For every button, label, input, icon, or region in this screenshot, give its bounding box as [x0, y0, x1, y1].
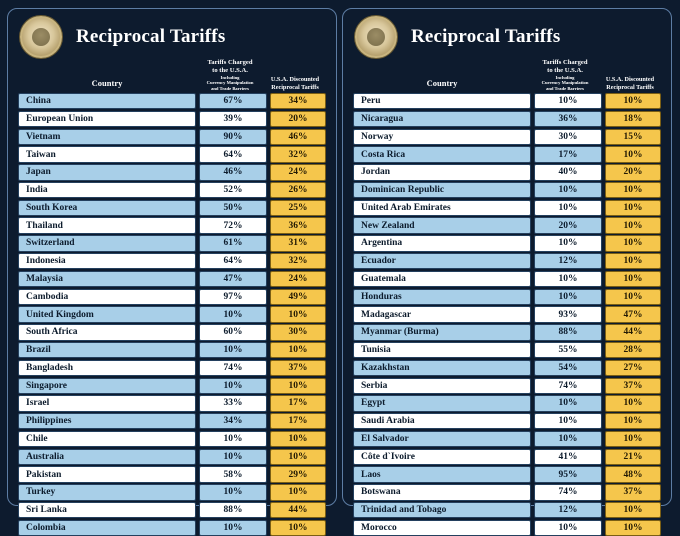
cell-tariffs-charged: 72%	[199, 217, 267, 233]
cell-country: United Arab Emirates	[353, 200, 531, 216]
cell-reciprocal-tariff: 34%	[270, 93, 326, 109]
column-header-reciprocal-line2: Reciprocal Tariffs	[271, 83, 319, 91]
cell-country: Singapore	[18, 378, 196, 394]
cell-reciprocal-tariff: 24%	[270, 164, 326, 180]
cell-reciprocal-tariff: 24%	[270, 271, 326, 287]
cell-tariffs-charged: 93%	[534, 306, 602, 322]
cell-tariffs-charged: 17%	[534, 146, 602, 162]
table-row	[18, 502, 326, 518]
tariff-rows-right	[351, 93, 663, 536]
table-row	[18, 93, 326, 109]
table-row	[18, 342, 326, 358]
table-row	[353, 449, 661, 465]
column-headers-right	[351, 59, 663, 93]
column-header-charged-line1: Tariffs Charged	[542, 59, 588, 67]
cell-reciprocal-tariff: 25%	[270, 200, 326, 216]
cell-country: Morocco	[353, 520, 531, 536]
cell-country: Japan	[18, 164, 196, 180]
column-header-reciprocal-line2: Reciprocal Tariffs	[606, 83, 654, 91]
table-row	[353, 413, 661, 429]
cell-tariffs-charged: 10%	[199, 378, 267, 394]
cell-reciprocal-tariff: 44%	[605, 324, 661, 340]
cell-tariffs-charged: 60%	[199, 324, 267, 340]
table-row	[18, 324, 326, 340]
cell-tariffs-charged: 61%	[199, 235, 267, 251]
cell-tariffs-charged: 10%	[199, 306, 267, 322]
table-row	[353, 395, 661, 411]
cell-reciprocal-tariff: 32%	[270, 146, 326, 162]
cell-reciprocal-tariff: 10%	[605, 271, 661, 287]
column-header-tariffs-charged	[531, 59, 599, 91]
table-row	[353, 520, 661, 536]
column-header-charged-note2: Currency Manipulation	[206, 80, 254, 86]
cell-country: Honduras	[353, 289, 531, 305]
cell-tariffs-charged: 88%	[534, 324, 602, 340]
cell-reciprocal-tariff: 17%	[270, 395, 326, 411]
table-row	[353, 129, 661, 145]
cell-reciprocal-tariff: 10%	[270, 378, 326, 394]
tariff-panel-right	[342, 8, 672, 533]
cell-reciprocal-tariff: 28%	[605, 342, 661, 358]
table-row	[353, 502, 661, 518]
cell-country: South Korea	[18, 200, 196, 216]
column-header-charged-line2: to the U.S.A.	[212, 67, 248, 75]
cell-country: Sri Lanka	[18, 502, 196, 518]
cell-country: Bangladesh	[18, 360, 196, 376]
cell-country: Nicaragua	[353, 111, 531, 127]
column-header-charged-note3: and Trade Barriers	[211, 85, 249, 91]
cell-country: European Union	[18, 111, 196, 127]
cell-reciprocal-tariff: 10%	[605, 395, 661, 411]
cell-reciprocal-tariff: 10%	[270, 520, 326, 536]
cell-tariffs-charged: 74%	[534, 484, 602, 500]
cell-tariffs-charged: 64%	[199, 253, 267, 269]
cell-reciprocal-tariff: 46%	[270, 129, 326, 145]
cell-country: Jordan	[353, 164, 531, 180]
cell-country: Egypt	[353, 395, 531, 411]
cell-reciprocal-tariff: 10%	[605, 253, 661, 269]
presidential-seal-icon	[355, 16, 397, 58]
cell-country: Saudi Arabia	[353, 413, 531, 429]
column-header-country: Country	[426, 78, 458, 88]
column-header-reciprocal-line1: U.S.A. Discounted	[605, 76, 655, 84]
cell-reciprocal-tariff: 37%	[605, 484, 661, 500]
cell-tariffs-charged: 47%	[199, 271, 267, 287]
cell-tariffs-charged: 41%	[534, 449, 602, 465]
table-row	[18, 111, 326, 127]
table-row	[18, 129, 326, 145]
table-row	[18, 466, 326, 482]
cell-reciprocal-tariff: 17%	[270, 413, 326, 429]
cell-tariffs-charged: 52%	[199, 182, 267, 198]
cell-reciprocal-tariff: 10%	[605, 217, 661, 233]
cell-tariffs-charged: 30%	[534, 129, 602, 145]
table-row	[353, 217, 661, 233]
table-row	[353, 466, 661, 482]
table-row	[18, 182, 326, 198]
cell-tariffs-charged: 10%	[534, 200, 602, 216]
cell-country: Brazil	[18, 342, 196, 358]
cell-tariffs-charged: 10%	[534, 431, 602, 447]
cell-tariffs-charged: 10%	[534, 93, 602, 109]
cell-country: Costa Rica	[353, 146, 531, 162]
cell-tariffs-charged: 95%	[534, 466, 602, 482]
cell-tariffs-charged: 74%	[199, 360, 267, 376]
table-row	[353, 324, 661, 340]
table-row	[353, 360, 661, 376]
cell-country: Australia	[18, 449, 196, 465]
tariff-panel-left	[7, 8, 337, 533]
cell-country: Serbia	[353, 378, 531, 394]
column-header-charged-note1: Including	[220, 74, 240, 80]
cell-reciprocal-tariff: 15%	[605, 129, 661, 145]
cell-reciprocal-tariff: 49%	[270, 289, 326, 305]
cell-country: Côte d`Ivoire	[353, 449, 531, 465]
panel-header-left	[16, 15, 328, 59]
cell-reciprocal-tariff: 27%	[605, 360, 661, 376]
cell-tariffs-charged: 90%	[199, 129, 267, 145]
cell-tariffs-charged: 10%	[534, 289, 602, 305]
cell-tariffs-charged: 10%	[199, 449, 267, 465]
cell-tariffs-charged: 10%	[534, 413, 602, 429]
table-row	[18, 484, 326, 500]
cell-tariffs-charged: 10%	[534, 271, 602, 287]
cell-reciprocal-tariff: 10%	[605, 93, 661, 109]
cell-tariffs-charged: 58%	[199, 466, 267, 482]
cell-country: Cambodia	[18, 289, 196, 305]
cell-country: Peru	[353, 93, 531, 109]
cell-country: New Zealand	[353, 217, 531, 233]
cell-tariffs-charged: 10%	[534, 182, 602, 198]
cell-reciprocal-tariff: 10%	[270, 484, 326, 500]
cell-tariffs-charged: 34%	[199, 413, 267, 429]
table-row	[18, 146, 326, 162]
cell-country: Taiwan	[18, 146, 196, 162]
table-row	[18, 449, 326, 465]
table-row	[353, 146, 661, 162]
cell-reciprocal-tariff: 20%	[605, 164, 661, 180]
cell-reciprocal-tariff: 29%	[270, 466, 326, 482]
table-row	[353, 235, 661, 251]
cell-country: South Africa	[18, 324, 196, 340]
cell-country: Kazakhstan	[353, 360, 531, 376]
table-row	[18, 306, 326, 322]
cell-reciprocal-tariff: 21%	[605, 449, 661, 465]
cell-tariffs-charged: 10%	[534, 235, 602, 251]
cell-reciprocal-tariff: 37%	[270, 360, 326, 376]
cell-tariffs-charged: 10%	[199, 431, 267, 447]
cell-reciprocal-tariff: 10%	[605, 182, 661, 198]
cell-country: Israel	[18, 395, 196, 411]
cell-tariffs-charged: 74%	[534, 378, 602, 394]
cell-country: Dominican Republic	[353, 182, 531, 198]
page-title: Reciprocal Tariffs	[76, 26, 226, 47]
cell-country: Pakistan	[18, 466, 196, 482]
cell-country: India	[18, 182, 196, 198]
cell-tariffs-charged: 10%	[534, 395, 602, 411]
column-header-reciprocal	[264, 76, 326, 91]
cell-reciprocal-tariff: 47%	[605, 306, 661, 322]
table-row	[353, 271, 661, 287]
table-row	[353, 484, 661, 500]
cell-country: Tunisia	[353, 342, 531, 358]
cell-tariffs-charged: 55%	[534, 342, 602, 358]
table-row	[353, 164, 661, 180]
cell-country: Norway	[353, 129, 531, 145]
table-row	[18, 253, 326, 269]
table-row	[353, 306, 661, 322]
presidential-seal-icon	[20, 16, 62, 58]
tariff-rows-left	[16, 93, 328, 536]
table-row	[18, 164, 326, 180]
cell-tariffs-charged: 64%	[199, 146, 267, 162]
table-row	[353, 342, 661, 358]
cell-country: Chile	[18, 431, 196, 447]
column-header-charged-note3: and Trade Barriers	[546, 85, 584, 91]
cell-tariffs-charged: 12%	[534, 502, 602, 518]
cell-country: Switzerland	[18, 235, 196, 251]
page-title: Reciprocal Tariffs	[411, 26, 561, 47]
table-row	[18, 200, 326, 216]
table-row	[353, 93, 661, 109]
column-header-country: Country	[91, 78, 123, 88]
cell-reciprocal-tariff: 32%	[270, 253, 326, 269]
cell-country: Botswana	[353, 484, 531, 500]
column-headers-left	[16, 59, 328, 93]
table-row	[18, 395, 326, 411]
cell-country: Philippines	[18, 413, 196, 429]
table-row	[18, 217, 326, 233]
cell-tariffs-charged: 88%	[199, 502, 267, 518]
cell-country: United Kingdom	[18, 306, 196, 322]
cell-reciprocal-tariff: 48%	[605, 466, 661, 482]
cell-tariffs-charged: 20%	[534, 217, 602, 233]
cell-tariffs-charged: 46%	[199, 164, 267, 180]
cell-country: Colombia	[18, 520, 196, 536]
cell-reciprocal-tariff: 10%	[270, 431, 326, 447]
cell-tariffs-charged: 10%	[199, 484, 267, 500]
column-header-reciprocal-line1: U.S.A. Discounted	[270, 76, 320, 84]
column-header-charged-note1: Including	[555, 74, 575, 80]
cell-country: Indonesia	[18, 253, 196, 269]
table-row	[18, 431, 326, 447]
cell-reciprocal-tariff: 10%	[605, 146, 661, 162]
cell-country: Ecuador	[353, 253, 531, 269]
cell-reciprocal-tariff: 18%	[605, 111, 661, 127]
table-row	[18, 289, 326, 305]
cell-reciprocal-tariff: 10%	[270, 306, 326, 322]
cell-tariffs-charged: 10%	[199, 520, 267, 536]
table-row	[353, 431, 661, 447]
cell-tariffs-charged: 10%	[534, 520, 602, 536]
cell-country: Argentina	[353, 235, 531, 251]
cell-country: Madagascar	[353, 306, 531, 322]
table-row	[353, 200, 661, 216]
cell-reciprocal-tariff: 10%	[270, 449, 326, 465]
cell-tariffs-charged: 54%	[534, 360, 602, 376]
table-row	[353, 111, 661, 127]
table-row	[18, 520, 326, 536]
cell-reciprocal-tariff: 44%	[270, 502, 326, 518]
column-header-charged-line1: Tariffs Charged	[207, 59, 253, 67]
cell-reciprocal-tariff: 31%	[270, 235, 326, 251]
cell-tariffs-charged: 50%	[199, 200, 267, 216]
cell-reciprocal-tariff: 10%	[605, 289, 661, 305]
cell-country: Vietnam	[18, 129, 196, 145]
table-row	[353, 182, 661, 198]
cell-tariffs-charged: 67%	[199, 93, 267, 109]
table-row	[353, 289, 661, 305]
cell-country: El Salvador	[353, 431, 531, 447]
cell-reciprocal-tariff: 10%	[605, 520, 661, 536]
cell-reciprocal-tariff: 10%	[270, 342, 326, 358]
cell-country: Myanmar (Burma)	[353, 324, 531, 340]
cell-tariffs-charged: 33%	[199, 395, 267, 411]
cell-reciprocal-tariff: 10%	[605, 502, 661, 518]
cell-reciprocal-tariff: 10%	[605, 200, 661, 216]
cell-country: Guatemala	[353, 271, 531, 287]
table-row	[18, 360, 326, 376]
column-header-charged-line2: to the U.S.A.	[547, 67, 583, 75]
cell-tariffs-charged: 12%	[534, 253, 602, 269]
column-header-reciprocal	[599, 76, 661, 91]
cell-reciprocal-tariff: 26%	[270, 182, 326, 198]
cell-reciprocal-tariff: 37%	[605, 378, 661, 394]
cell-tariffs-charged: 39%	[199, 111, 267, 127]
cell-tariffs-charged: 36%	[534, 111, 602, 127]
cell-country: Thailand	[18, 217, 196, 233]
cell-tariffs-charged: 97%	[199, 289, 267, 305]
cell-tariffs-charged: 10%	[199, 342, 267, 358]
column-header-charged-note2: Currency Manipulation	[541, 80, 589, 86]
table-row	[18, 378, 326, 394]
cell-reciprocal-tariff: 20%	[270, 111, 326, 127]
cell-country: Turkey	[18, 484, 196, 500]
panel-header-right	[351, 15, 663, 59]
cell-reciprocal-tariff: 30%	[270, 324, 326, 340]
table-row	[18, 235, 326, 251]
column-header-tariffs-charged	[196, 59, 264, 91]
cell-reciprocal-tariff: 10%	[605, 235, 661, 251]
cell-reciprocal-tariff: 36%	[270, 217, 326, 233]
table-row	[353, 253, 661, 269]
cell-country: Malaysia	[18, 271, 196, 287]
table-row	[18, 413, 326, 429]
table-row	[353, 378, 661, 394]
cell-country: Laos	[353, 466, 531, 482]
cell-reciprocal-tariff: 10%	[605, 431, 661, 447]
cell-country: China	[18, 93, 196, 109]
cell-reciprocal-tariff: 10%	[605, 413, 661, 429]
cell-tariffs-charged: 40%	[534, 164, 602, 180]
cell-country: Trinidad and Tobago	[353, 502, 531, 518]
table-row	[18, 271, 326, 287]
